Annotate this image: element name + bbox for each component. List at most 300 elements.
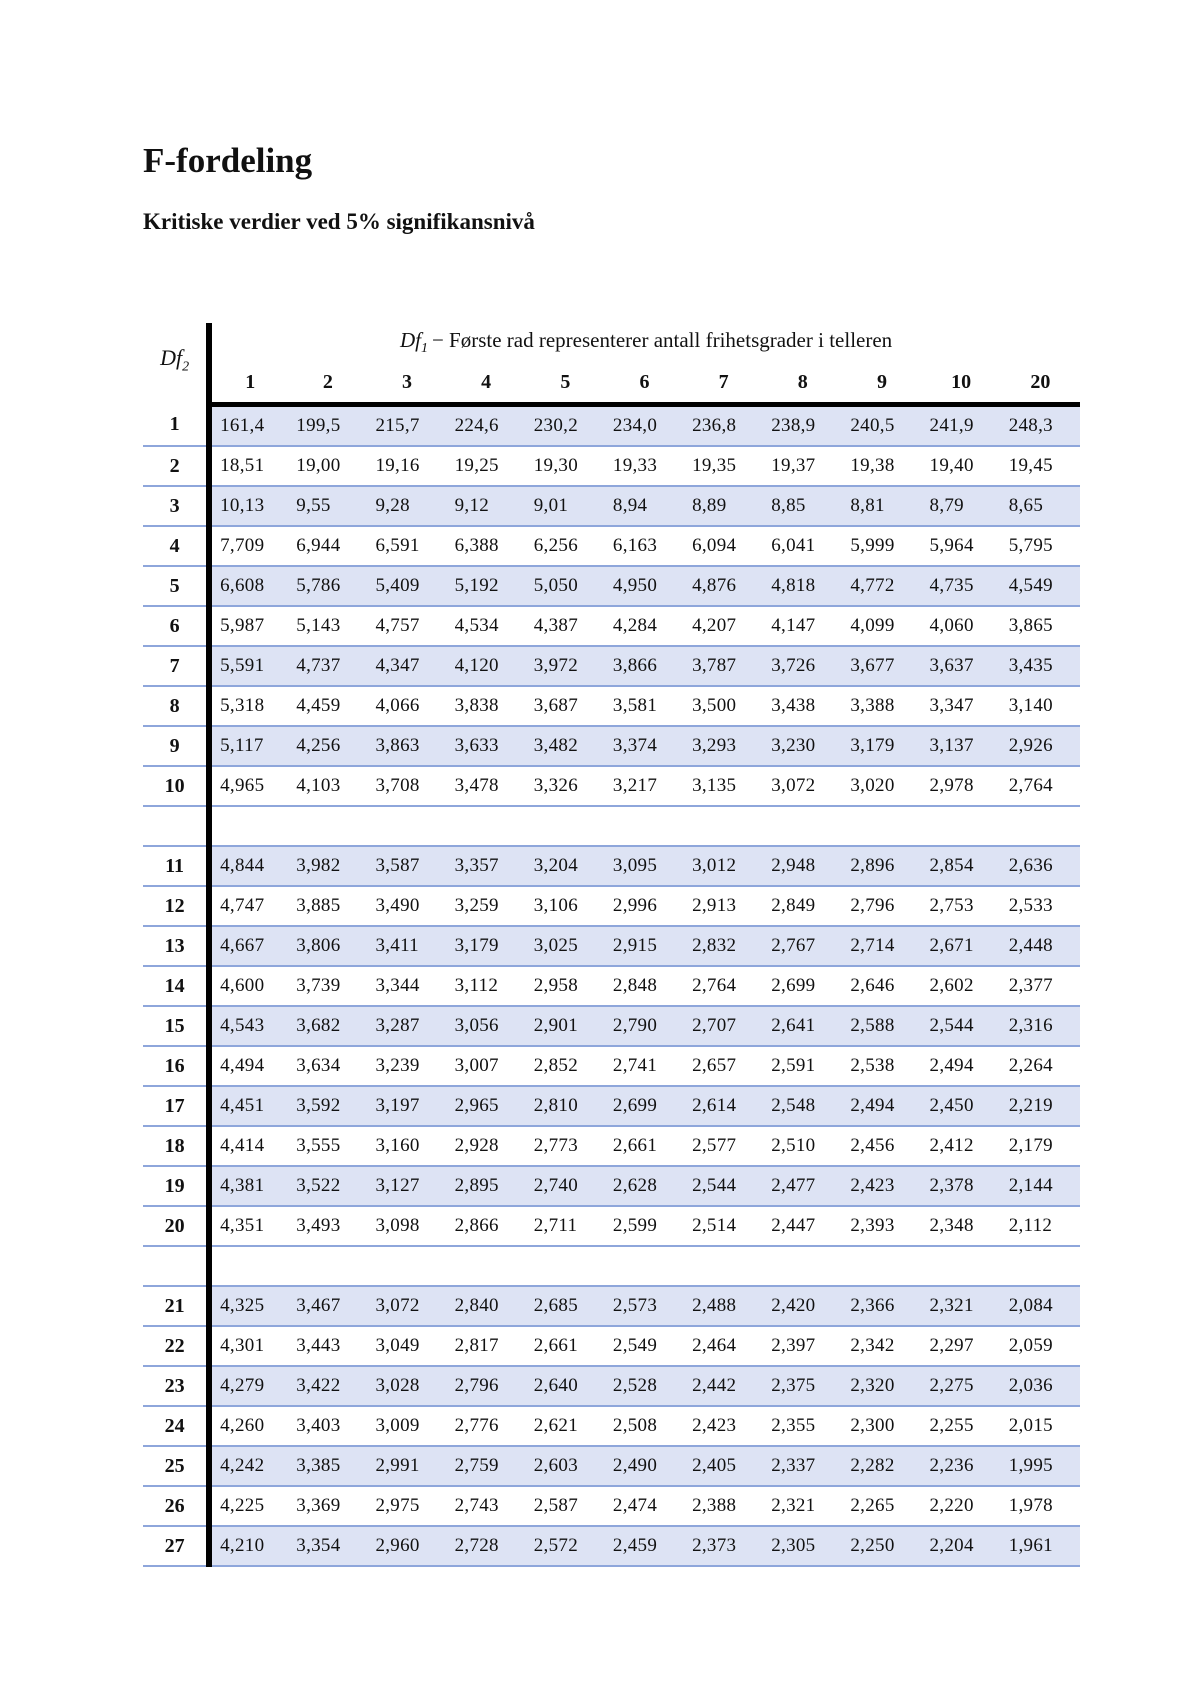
table-cell: 9,01 (526, 486, 605, 526)
table-cell: 2,901 (526, 1006, 605, 1046)
table-cell: 2,423 (842, 1166, 921, 1206)
table-row (143, 1526, 1080, 1566)
table-cell: 2,348 (922, 1206, 1001, 1246)
table-cell: 19,38 (842, 446, 921, 486)
table-cell: 5,117 (209, 726, 288, 766)
table-cell: 4,534 (447, 606, 526, 646)
table-cell: 2,832 (684, 926, 763, 966)
table-cell: 2,913 (684, 886, 763, 926)
table-cell: 2,448 (1001, 926, 1080, 966)
table-cell: 2,297 (922, 1326, 1001, 1366)
spacer-cell (209, 806, 1080, 846)
table-cell: 4,747 (209, 886, 288, 926)
table-cell: 3,374 (605, 726, 684, 766)
f-distribution-table-container (143, 323, 1080, 1567)
table-cell: 2,767 (763, 926, 842, 966)
table-row (143, 1006, 1080, 1046)
table-row (143, 1206, 1080, 1246)
table-cell: 5,318 (209, 686, 288, 726)
table-cell: 4,600 (209, 966, 288, 1006)
table-cell: 19,45 (1001, 446, 1080, 486)
table-cell: 2,960 (367, 1526, 446, 1566)
row-label: 13 (143, 926, 209, 966)
table-cell: 5,409 (367, 566, 446, 606)
table-cell: 2,084 (1001, 1286, 1080, 1326)
table-cell: 2,488 (684, 1286, 763, 1326)
table-cell: 4,279 (209, 1366, 288, 1406)
row-label: 17 (143, 1086, 209, 1126)
table-cell: 2,282 (842, 1446, 921, 1486)
table-cell: 5,050 (526, 566, 605, 606)
table-cell: 19,30 (526, 446, 605, 486)
table-cell: 2,275 (922, 1366, 1001, 1406)
table-cell: 3,435 (1001, 646, 1080, 686)
table-row (143, 646, 1080, 686)
df1-label: Df (399, 327, 421, 352)
table-cell: 3,482 (526, 726, 605, 766)
table-cell: 2,948 (763, 846, 842, 886)
table-cell: 3,347 (922, 686, 1001, 726)
row-label: 4 (143, 526, 209, 566)
row-label: 11 (143, 846, 209, 886)
table-cell: 2,464 (684, 1326, 763, 1366)
table-cell: 3,443 (288, 1326, 367, 1366)
table-cell: 2,377 (1001, 966, 1080, 1006)
table-cell: 4,965 (209, 766, 288, 806)
page-subtitle: Kritiske verdier ved 5% signifikansnivå (143, 209, 535, 234)
table-cell: 2,621 (526, 1406, 605, 1446)
table-cell: 248,3 (1001, 405, 1080, 447)
spacer-stub (143, 1246, 209, 1286)
table-cell: 2,316 (1001, 1006, 1080, 1046)
table-cell: 2,796 (842, 886, 921, 926)
row-label: 26 (143, 1486, 209, 1526)
table-cell: 3,478 (447, 766, 526, 806)
table-cell: 2,614 (684, 1086, 763, 1126)
table-cell: 2,573 (605, 1286, 684, 1326)
table-cell: 18,51 (209, 446, 288, 486)
table-cell: 2,671 (922, 926, 1001, 966)
table-cell: 2,603 (526, 1446, 605, 1486)
table-cell: 2,759 (447, 1446, 526, 1486)
table-cell: 3,112 (447, 966, 526, 1006)
column-header: 5 (526, 362, 605, 405)
table-row (143, 446, 1080, 486)
table-cell: 3,385 (288, 1446, 367, 1486)
table-cell: 2,849 (763, 886, 842, 926)
table-cell: 4,844 (209, 846, 288, 886)
table-cell: 230,2 (526, 405, 605, 447)
table-cell: 6,094 (684, 526, 763, 566)
table-cell: 2,764 (684, 966, 763, 1006)
table-cell: 2,538 (842, 1046, 921, 1086)
table-cell: 2,743 (447, 1486, 526, 1526)
table-cell: 4,325 (209, 1286, 288, 1326)
table-cell: 3,838 (447, 686, 526, 726)
table-cell: 3,287 (367, 1006, 446, 1046)
df2-label: Df (160, 345, 183, 370)
table-cell: 4,387 (526, 606, 605, 646)
table-cell: 2,321 (763, 1486, 842, 1526)
row-label: 23 (143, 1366, 209, 1406)
table-cell: 4,242 (209, 1446, 288, 1486)
table-row (143, 726, 1080, 766)
table-cell: 3,009 (367, 1406, 446, 1446)
table-cell: 3,072 (367, 1286, 446, 1326)
table-cell: 2,965 (447, 1086, 526, 1126)
table-cell: 238,9 (763, 405, 842, 447)
table-cell: 2,773 (526, 1126, 605, 1166)
table-cell: 4,347 (367, 646, 446, 686)
table-cell: 2,685 (526, 1286, 605, 1326)
table-cell: 3,522 (288, 1166, 367, 1206)
table-cell: 2,320 (842, 1366, 921, 1406)
table-cell: 3,708 (367, 766, 446, 806)
table-cell: 2,817 (447, 1326, 526, 1366)
table-cell: 2,599 (605, 1206, 684, 1246)
column-header: 3 (367, 362, 446, 405)
table-cell: 2,978 (922, 766, 1001, 806)
table-cell: 3,369 (288, 1486, 367, 1526)
table-cell: 2,549 (605, 1326, 684, 1366)
table-cell: 3,197 (367, 1086, 446, 1126)
table-cell: 2,577 (684, 1126, 763, 1166)
table-cell: 2,450 (922, 1086, 1001, 1126)
column-header: 4 (447, 362, 526, 405)
table-cell: 1,978 (1001, 1486, 1080, 1526)
table-cell: 9,28 (367, 486, 446, 526)
table-cell: 2,373 (684, 1526, 763, 1566)
table-cell: 2,628 (605, 1166, 684, 1206)
table-cell: 2,337 (763, 1446, 842, 1486)
table-cell: 9,12 (447, 486, 526, 526)
table-cell: 3,028 (367, 1366, 446, 1406)
table-cell: 3,127 (367, 1166, 446, 1206)
table-cell: 4,060 (922, 606, 1001, 646)
table-cell: 4,207 (684, 606, 763, 646)
table-cell: 8,65 (1001, 486, 1080, 526)
table-cell: 2,366 (842, 1286, 921, 1326)
table-cell: 3,160 (367, 1126, 446, 1166)
table-cell: 3,555 (288, 1126, 367, 1166)
table-cell: 2,714 (842, 926, 921, 966)
table-cell: 2,508 (605, 1406, 684, 1446)
table-cell: 2,255 (922, 1406, 1001, 1446)
table-cell: 6,256 (526, 526, 605, 566)
table-cell: 2,355 (763, 1406, 842, 1446)
table-cell: 3,012 (684, 846, 763, 886)
table-cell: 3,885 (288, 886, 367, 926)
table-cell: 2,219 (1001, 1086, 1080, 1126)
table-cell: 2,740 (526, 1166, 605, 1206)
table-row (143, 1166, 1080, 1206)
table-cell: 3,581 (605, 686, 684, 726)
table-cell: 3,633 (447, 726, 526, 766)
table-cell: 2,588 (842, 1006, 921, 1046)
row-label: 18 (143, 1126, 209, 1166)
table-row (143, 1046, 1080, 1086)
column-header: 1 (209, 362, 288, 405)
table-row (143, 686, 1080, 726)
table-cell: 2,220 (922, 1486, 1001, 1526)
table-cell: 2,991 (367, 1446, 446, 1486)
table-cell: 3,982 (288, 846, 367, 886)
table-cell: 4,256 (288, 726, 367, 766)
table-cell: 215,7 (367, 405, 446, 447)
page-title: F-fordeling (143, 141, 313, 180)
table-cell: 2,958 (526, 966, 605, 1006)
row-label: 24 (143, 1406, 209, 1446)
table-cell: 2,236 (922, 1446, 1001, 1486)
table-cell: 2,456 (842, 1126, 921, 1166)
table-cell: 2,420 (763, 1286, 842, 1326)
table-cell: 5,143 (288, 606, 367, 646)
table-cell: 5,591 (209, 646, 288, 686)
table-cell: 2,895 (447, 1166, 526, 1206)
table-cell: 3,344 (367, 966, 446, 1006)
table-cell: 3,020 (842, 766, 921, 806)
table-cell: 5,999 (842, 526, 921, 566)
table-cell: 2,707 (684, 1006, 763, 1046)
table-cell: 3,726 (763, 646, 842, 686)
table-cell: 2,854 (922, 846, 1001, 886)
table-cell: 2,179 (1001, 1126, 1080, 1166)
row-label: 25 (143, 1446, 209, 1486)
table-cell: 2,393 (842, 1206, 921, 1246)
table-cell: 234,0 (605, 405, 684, 447)
table-cell: 2,112 (1001, 1206, 1080, 1246)
table-cell: 3,056 (447, 1006, 526, 1046)
table-cell: 4,099 (842, 606, 921, 646)
table-cell: 2,641 (763, 1006, 842, 1046)
table-cell: 3,411 (367, 926, 446, 966)
table-cell: 19,35 (684, 446, 763, 486)
table-cell: 5,192 (447, 566, 526, 606)
table-cell: 4,737 (288, 646, 367, 686)
table-cell: 3,239 (367, 1046, 446, 1086)
table-row (143, 966, 1080, 1006)
table-cell: 2,528 (605, 1366, 684, 1406)
row-label: 7 (143, 646, 209, 686)
table-cell: 2,494 (922, 1046, 1001, 1086)
table-cell: 3,682 (288, 1006, 367, 1046)
table-cell: 2,699 (763, 966, 842, 1006)
table-cell: 4,414 (209, 1126, 288, 1166)
table-cell: 3,687 (526, 686, 605, 726)
table-cell: 6,163 (605, 526, 684, 566)
table-cell: 2,646 (842, 966, 921, 1006)
spacer-cell (209, 1246, 1080, 1286)
spacer-stub (143, 806, 209, 846)
table-cell: 3,388 (842, 686, 921, 726)
table-row (143, 766, 1080, 806)
df1-description: − Første rad representerer antall frihetsgrader i telleren (431, 327, 893, 352)
table-row (143, 486, 1080, 526)
table-row (143, 926, 1080, 966)
table-cell: 2,059 (1001, 1326, 1080, 1366)
table-cell: 5,795 (1001, 526, 1080, 566)
table-cell: 1,961 (1001, 1526, 1080, 1566)
table-cell: 2,477 (763, 1166, 842, 1206)
row-label: 15 (143, 1006, 209, 1046)
row-label: 22 (143, 1326, 209, 1366)
table-row (143, 1086, 1080, 1126)
table-cell: 3,259 (447, 886, 526, 926)
table-body (143, 405, 1080, 1567)
table-cell: 2,548 (763, 1086, 842, 1126)
table-cell: 4,459 (288, 686, 367, 726)
table-cell: 2,305 (763, 1526, 842, 1566)
table-cell: 2,544 (922, 1006, 1001, 1046)
table-cell: 2,342 (842, 1326, 921, 1366)
table-row (143, 1366, 1080, 1406)
row-label: 2 (143, 446, 209, 486)
table-cell: 2,636 (1001, 846, 1080, 886)
table-cell: 3,098 (367, 1206, 446, 1246)
df2-subscript: 2 (182, 359, 190, 375)
table-cell: 3,972 (526, 646, 605, 686)
table-cell: 3,500 (684, 686, 763, 726)
table-cell: 3,357 (447, 846, 526, 886)
row-label: 16 (143, 1046, 209, 1086)
table-cell: 3,739 (288, 966, 367, 1006)
table-row (143, 1406, 1080, 1446)
table-row (143, 566, 1080, 606)
table-cell: 2,790 (605, 1006, 684, 1046)
table-row (143, 606, 1080, 646)
df2-header (143, 323, 209, 405)
table-cell: 5,964 (922, 526, 1001, 566)
table-cell: 19,33 (605, 446, 684, 486)
table-cell: 3,007 (447, 1046, 526, 1086)
table-cell: 6,608 (209, 566, 288, 606)
table-cell: 4,543 (209, 1006, 288, 1046)
row-label: 12 (143, 886, 209, 926)
table-cell: 3,865 (1001, 606, 1080, 646)
table-cell: 4,667 (209, 926, 288, 966)
table-cell: 4,381 (209, 1166, 288, 1206)
table-cell: 224,6 (447, 405, 526, 447)
table-cell: 5,987 (209, 606, 288, 646)
spacer-row (143, 1246, 1080, 1286)
table-cell: 3,106 (526, 886, 605, 926)
table-cell: 3,787 (684, 646, 763, 686)
table-cell: 2,375 (763, 1366, 842, 1406)
table-cell: 3,587 (367, 846, 446, 886)
row-label: 14 (143, 966, 209, 1006)
table-cell: 4,147 (763, 606, 842, 646)
table-cell: 2,378 (922, 1166, 1001, 1206)
table-cell: 2,741 (605, 1046, 684, 1086)
table-cell: 10,13 (209, 486, 288, 526)
table-cell: 19,25 (447, 446, 526, 486)
table-cell: 1,995 (1001, 1446, 1080, 1486)
table-cell: 6,388 (447, 526, 526, 566)
table-cell: 4,351 (209, 1206, 288, 1246)
table-cell: 2,810 (526, 1086, 605, 1126)
table-cell: 3,634 (288, 1046, 367, 1086)
table-cell: 3,422 (288, 1366, 367, 1406)
table-cell: 3,354 (288, 1526, 367, 1566)
table-cell: 2,587 (526, 1486, 605, 1526)
column-header-row (143, 362, 1080, 405)
table-cell: 241,9 (922, 405, 1001, 447)
table-row (143, 1286, 1080, 1326)
table-cell: 6,041 (763, 526, 842, 566)
table-cell: 4,876 (684, 566, 763, 606)
table-cell: 2,915 (605, 926, 684, 966)
table-cell: 2,640 (526, 1366, 605, 1406)
table-cell: 2,494 (842, 1086, 921, 1126)
table-cell: 2,514 (684, 1206, 763, 1246)
row-label: 27 (143, 1526, 209, 1566)
table-cell: 161,4 (209, 405, 288, 447)
table-cell: 2,711 (526, 1206, 605, 1246)
table-cell: 2,474 (605, 1486, 684, 1526)
table-row (143, 1126, 1080, 1166)
table-cell: 2,544 (684, 1166, 763, 1206)
table-cell: 8,81 (842, 486, 921, 526)
table-cell: 3,677 (842, 646, 921, 686)
table-cell: 4,284 (605, 606, 684, 646)
table-cell: 2,250 (842, 1526, 921, 1566)
table-cell: 4,120 (447, 646, 526, 686)
table-cell: 3,866 (605, 646, 684, 686)
row-label: 10 (143, 766, 209, 806)
table-cell: 4,549 (1001, 566, 1080, 606)
table-cell: 2,661 (605, 1126, 684, 1166)
table-cell: 8,89 (684, 486, 763, 526)
row-label: 3 (143, 486, 209, 526)
table-cell: 5,786 (288, 566, 367, 606)
column-header: 6 (605, 362, 684, 405)
table-cell: 2,852 (526, 1046, 605, 1086)
spacer-row (143, 806, 1080, 846)
table-cell: 2,776 (447, 1406, 526, 1446)
column-header: 8 (763, 362, 842, 405)
table-cell: 2,753 (922, 886, 1001, 926)
table-cell: 4,301 (209, 1326, 288, 1366)
table-cell: 4,103 (288, 766, 367, 806)
table-cell: 3,049 (367, 1326, 446, 1366)
table-cell: 4,260 (209, 1406, 288, 1446)
table-cell: 3,806 (288, 926, 367, 966)
table-cell: 3,403 (288, 1406, 367, 1446)
table-cell: 6,944 (288, 526, 367, 566)
table-row (143, 1446, 1080, 1486)
table-cell: 2,591 (763, 1046, 842, 1086)
table-cell: 2,412 (922, 1126, 1001, 1166)
table-row (143, 846, 1080, 886)
table-cell: 3,438 (763, 686, 842, 726)
row-label: 6 (143, 606, 209, 646)
table-cell: 3,140 (1001, 686, 1080, 726)
table-cell: 2,975 (367, 1486, 446, 1526)
table-cell: 2,764 (1001, 766, 1080, 806)
row-label: 21 (143, 1286, 209, 1326)
table-row (143, 886, 1080, 926)
row-label: 19 (143, 1166, 209, 1206)
table-cell: 2,926 (1001, 726, 1080, 766)
table-cell: 2,928 (447, 1126, 526, 1166)
table-cell: 3,179 (447, 926, 526, 966)
row-label: 8 (143, 686, 209, 726)
table-cell: 199,5 (288, 405, 367, 447)
table-cell: 4,757 (367, 606, 446, 646)
table-cell: 3,230 (763, 726, 842, 766)
table-cell: 236,8 (684, 405, 763, 447)
table-cell: 6,591 (367, 526, 446, 566)
